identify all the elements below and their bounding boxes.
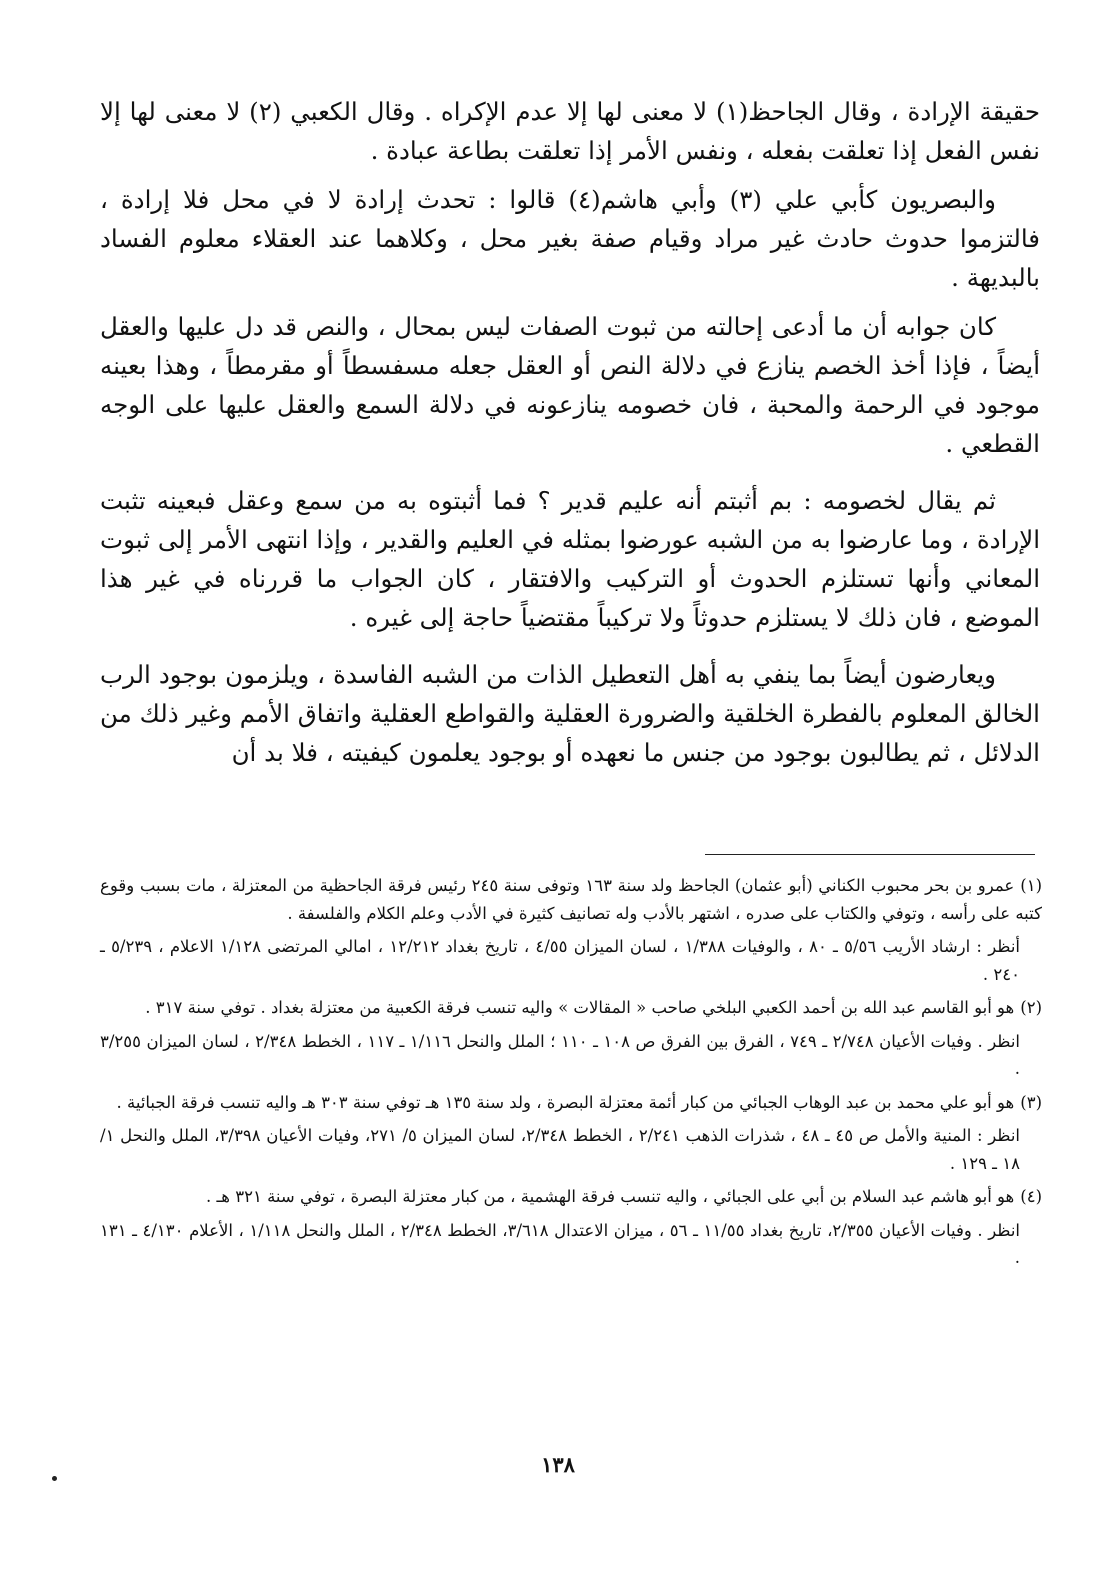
page-number: ١٣٨ <box>541 1452 575 1477</box>
scan-speck <box>52 1476 57 1481</box>
footnote-text: هو أبو علي محمد بن عبد الوهاب الجبائي من كبار أئمة معتزلة البصرة ، ولد سنة ١٣٥ هـ توفي سنة ٣٠٣ هـ واليه تنسب فرقة الجبائية . <box>116 1092 1015 1112</box>
footnote-references: انظر : المنية والأمل ص ٤٥ ـ ٤٨ ، شذرات الذهب ٢/٢٤١ ، الخطط ٢/٣٤٨، لسان الميزان ٥/ ٢٧١، وفيات الأعيان ٣/٣٩٨، الملل والنحل ١/ ١٨ ـ ١٢٩ . <box>100 1126 1021 1173</box>
footnote-number: (٣) <box>1020 1092 1042 1112</box>
paragraph-4: ثم يقال لخصومه : بم أثبتم أنه عليم قدير ؟ فما أثبتوه به من سمع وعقل فبعينه تثبت الإرادة ، وما عارضوا به من الشبه عورضوا بمثله في العليم والقدير ، وإذا انتهى الأمر إلى ثبوت المعاني وأنها تستلزم الحدوث أو التركيب والافتقار ، كان الجواب ما قررناه في غير هذا الموضع ، فان ذلك لا يستلزم حدوثاً ولا تركيباً مقتضياً حاجة إلى غيره . <box>100 486 1040 632</box>
paragraph-3: كان جوابه أن ما أدعى إحالته من ثبوت الصفات ليس بمحال ، والنص قد دل عليها والعقل أيضاً ، فإذا أخذ الخصم ينازع في دلالة النص أو العقل جعله مسفسطاً أو مقرمطاً ، وهذا بعينه موجود في الرحمة والمحبة ، فان خصومه ينازعونه في دلالة السمع والعقل عليها على الوجه القطعي . <box>100 312 1040 458</box>
footnotes <box>100 872 1042 1278</box>
footnote-number: (٤) <box>1020 1187 1042 1206</box>
paragraph-5: ويعارضون أيضاً بما ينفي به أهل التعطيل الذات من الشبه الفاسدة ، ويلزمون بوجود الرب الخالق المعلوم بالفطرة الخلقية والضرورة العقلية والقواطع العقلية واتفاق الأمم وغير ذلك من الدلائل ، ثم يطالبون بوجود من جنس ما نعهده أو بوجود يعلمون كيفيته ، فلا بد أن <box>100 660 1040 767</box>
footnote-references: أنظر : ارشاد الأريب ٥/٥٦ ـ ٨٠ ، والوفيات ١/٣٨٨ ، لسان الميزان ٤/٥٥ ، تاريخ بغداد ١٢/٢١٢ ، امالي المرتضى ١/١٢٨ الاعلام ، ٥/٢٣٩ ـ ٢٤٠ . <box>100 937 1021 984</box>
footnote-text: عمرو بن بحر محبوب الكناني (أبو عثمان) الجاحظ ولد سنة ١٦٣ وتوفى سنة ٢٤٥ رئيس فرقة الجاحظية من المعتزلة ، مات بسبب وقوع كتبه على رأسه ، وتوفي والكتاب على صدره ، اشتهر بالأدب وله تصانيف كثيرة في الأدب وعلم الكلام والفلسفة . <box>100 876 1042 923</box>
footnote-text: هو أبو هاشم عبد السلام بن أبي على الجبائي ، واليه تنسب فرقة الهشمية ، من كبار معتزلة البصرة ، توفي سنة ٣٢١ هـ . <box>205 1187 1015 1206</box>
footnote-2 <box>100 994 1042 1083</box>
footnote-references: انظر . وفيات الأعيان ٢/٣٥٥، تاريخ بغداد ١١/٥٥ ـ ٥٦ ، ميزان الاعتدال ٣/٦١٨، الخطط ٢/٣٤٨ ، الملل والنحل ١/١١٨ ، الأعلام ٤/١٣٠ ـ ١٣١ . <box>100 1220 1021 1267</box>
footnote-separator <box>705 854 1035 855</box>
main-text <box>100 92 1040 782</box>
footnote-number: (١) <box>1020 876 1043 895</box>
footnote-3 <box>100 1089 1042 1178</box>
footnote-4 <box>100 1183 1042 1272</box>
paragraph-1: حقيقة الإرادة ، وقال الجاحظ(١) لا معنى لها إلا عدم الإكراه . وقال الكعبي (٢) لا معنى لها إلا نفس الفعل إذا تعلقت بفعله ، ونفس الأمر إذا تعلقت بطاعة عبادة . <box>100 97 1040 165</box>
footnote-number: (٢) <box>1020 998 1042 1017</box>
footnote-1 <box>100 872 1042 988</box>
paragraph-2: والبصريون كأبي علي (٣) وأبي هاشم(٤) قالوا : تحدث إرادة لا في محل فلا إرادة ، فالتزموا حدوث حادث غير مراد وقيام صفة بغير محل ، وكلاهما عند العقلاء معلوم الفساد بالبديهة . <box>100 185 1040 292</box>
footnote-references: انظر . وفيات الأعيان ٢/٧٤٨ ـ ٧٤٩ ، الفرق بين الفرق ص ١٠٨ ـ ١١٠ ؛ الملل والنحل ١/١١٦ ـ ١١٧ ، الخطط ٢/٣٤٨ ، لسان الميزان ٣/٢٥٥ . <box>100 1031 1021 1078</box>
footnote-text: هو أبو القاسم عبد الله بن أحمد الكعبي البلخي صاحب « المقالات » واليه تنسب فرقة الكعبية من معتزلة بغداد . توفي سنة ٣١٧ . <box>145 998 1015 1017</box>
